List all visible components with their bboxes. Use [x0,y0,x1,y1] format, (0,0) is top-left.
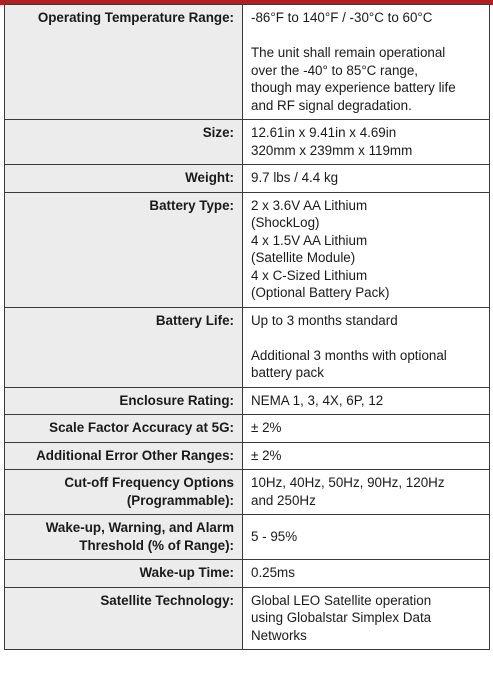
spec-label-line: Weight: [185,170,234,185]
spec-label-line: Battery Life: [155,312,234,328]
spec-value-line: ± 2% [251,420,282,435]
spec-value-line: Global LEO Satellite operation [251,592,432,608]
spec-value-spacer [251,329,481,347]
spec-value-line: over the -40° to 85°C range, [251,62,419,78]
spec-value-line: though may experience battery life [251,80,456,95]
spec-value-line: and RF signal degradation. [251,97,412,113]
specifications-table-body [5,5,490,650]
spec-value-line: Networks [251,627,307,643]
spec-value [243,442,490,470]
spec-row [5,307,490,387]
spec-value [243,587,490,650]
spec-value-line: Up to 3 months standard [251,312,398,328]
spec-label-line: Wake-up Time: [139,565,234,580]
spec-value-line: 10Hz, 40Hz, 50Hz, 90Hz, 120Hz [251,475,445,490]
spec-value-spacer [251,27,481,45]
spec-value [243,307,490,387]
spec-value-line: 12.61in x 9.41in x 4.69in [251,125,397,140]
spec-value [243,192,490,307]
spec-label [5,470,243,515]
spec-row [5,5,490,120]
spec-label-line: Scale Factor Accuracy at 5G: [49,420,234,435]
spec-value-line: The unit shall remain operational [251,45,446,60]
spec-row [5,387,490,415]
spec-value [243,470,490,515]
spec-row [5,470,490,515]
spec-row [5,587,490,650]
spec-label [5,5,243,120]
spec-value-line: (Optional Battery Pack) [251,285,390,300]
spec-label [5,515,243,560]
spec-value [243,560,490,588]
spec-row [5,165,490,193]
spec-value-line: 4 x C-Sized Lithium [251,267,368,283]
spec-row [5,120,490,165]
spec-value-line: 320mm x 239mm x 119mm [251,142,413,158]
spec-value [243,5,490,120]
spec-value-line: battery pack [251,365,324,380]
spec-label [5,120,243,165]
spec-label-line: Satellite Technology: [100,592,234,608]
spec-value-line: ± 2% [251,447,282,463]
spec-label-line: Threshold (% of Range): [79,537,234,553]
spec-value-line: 0.25ms [251,565,295,580]
spec-label [5,165,243,193]
spec-label [5,560,243,588]
spec-label [5,387,243,415]
spec-row [5,560,490,588]
spec-label-line: Enclosure Rating: [119,392,234,408]
spec-label-line: (Programmable): [126,492,234,508]
spec-label [5,415,243,443]
spec-row [5,192,490,307]
spec-value-line: (Satellite Module) [251,250,356,265]
spec-row [5,415,490,443]
specifications-table [4,4,490,650]
spec-label-line: Cut-off Frequency Options [64,475,234,490]
spec-label-line: Operating Temperature Range: [37,10,234,25]
spec-value [243,120,490,165]
spec-row [5,515,490,560]
spec-value-line: using Globalstar Simplex Data [251,610,432,625]
spec-label-line: Additional Error Other Ranges: [36,447,234,463]
spec-label [5,587,243,650]
spec-label [5,442,243,470]
spec-label-line: Battery Type: [149,197,234,213]
spec-value-line: NEMA 1, 3, 4X, 6P, 12 [251,392,384,408]
spec-row [5,442,490,470]
spec-value-line: 9.7 lbs / 4.4 kg [251,170,339,185]
spec-value-line: 5 - 95% [251,528,298,544]
spec-value-line: 4 x 1.5V AA Lithium [251,232,368,248]
spec-value [243,515,490,560]
spec-label [5,307,243,387]
spec-value-line: Additional 3 months with optional [251,347,447,363]
spec-label-line: Wake-up, Warning, and Alarm [45,520,234,535]
spec-value-line: 2 x 3.6V AA Lithium [251,197,368,213]
spec-value [243,165,490,193]
spec-value [243,415,490,443]
spec-label [5,192,243,307]
spec-value-line: (ShockLog) [251,215,320,230]
spec-label-line: Size: [202,125,234,140]
spec-value [243,387,490,415]
spec-value-line: -86°F to 140°F / -30°C to 60°C [251,10,433,25]
spec-value-line: and 250Hz [251,492,316,508]
